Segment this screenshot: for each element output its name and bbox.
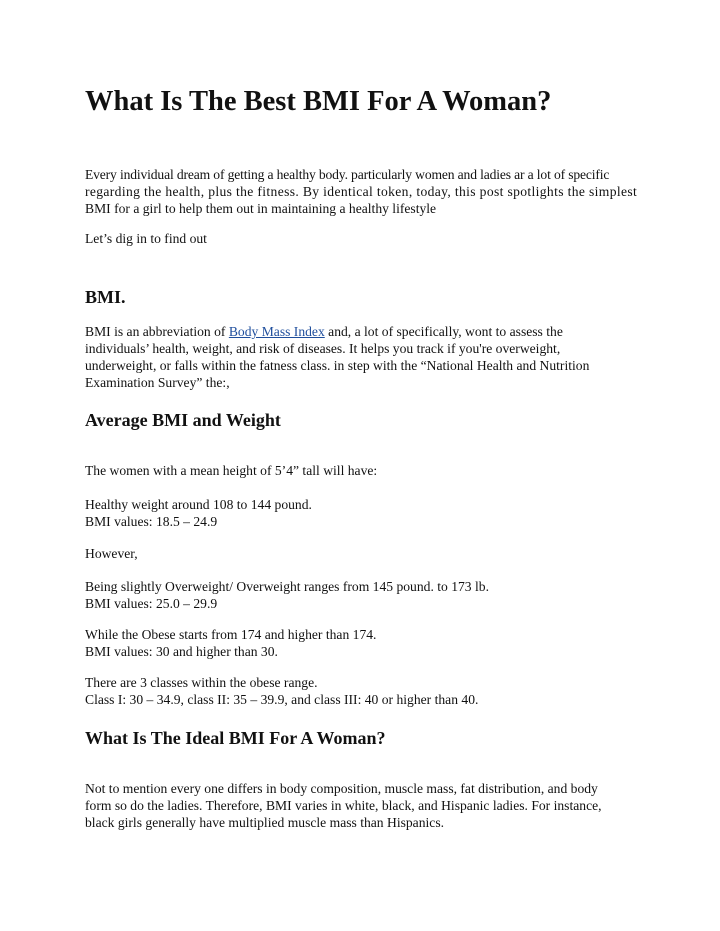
page-title: What Is The Best BMI For A Woman?: [85, 86, 552, 117]
average-bmi-heading: Average BMI and Weight: [85, 410, 281, 430]
healthy-bmi: BMI values: 18.5 – 24.9: [85, 514, 218, 529]
bmi-paragraph: [85, 323, 645, 391]
intro-line-3: BMI for a girl to help them out in maintaining a healthy lifestyle: [85, 201, 437, 216]
ideal-line-3: black girls generally have multiplied muscle mass than Hispanics.: [85, 815, 445, 830]
ideal-bmi-heading: What Is The Ideal BMI For A Woman?: [85, 728, 386, 748]
intro-line-2: regarding the health, plus the fitness. By identical token, today, this post spotlights the simplest: [85, 184, 638, 199]
obese-classes-group: [85, 674, 645, 708]
ideal-line-1: Not to mention every one differs in body composition, muscle mass, fat distribution, and body: [85, 781, 598, 796]
bmi-line-2: individuals’ health, weight, and risk of diseases. It helps you track if you're overweight,: [85, 341, 561, 356]
ideal-line-2: form so do the ladies. Therefore, BMI varies in white, black, and Hispanic ladies. For instance,: [85, 798, 602, 813]
intro-paragraph: [85, 166, 645, 217]
healthy-weight: Healthy weight around 108 to 144 pound.: [85, 497, 312, 512]
bmi-line-1: [85, 323, 645, 340]
obese-classes-intro: There are 3 classes within the obese range.: [85, 675, 318, 690]
healthy-group: [85, 496, 645, 530]
obese-range: While the Obese starts from 174 and higher than 174.: [85, 627, 377, 642]
bmi-line-3: underweight, or falls within the fatness class. in step with the “National Health and Nutrition: [85, 358, 590, 373]
body-mass-index-link[interactable]: Body Mass Index: [228, 324, 325, 339]
bmi-line-1-end: and, a lot of specifically, wont to assess the: [324, 324, 563, 339]
obese-bmi: BMI values: 30 and higher than 30.: [85, 644, 278, 659]
overweight-group: [85, 578, 645, 612]
bmi-line-1-start: BMI is an abbreviation of: [85, 324, 229, 339]
obese-group: [85, 626, 645, 660]
bmi-heading: BMI.: [85, 287, 126, 307]
intro-line-1: Every individual dream of getting a healthy body. particularly women and ladies ar a lot of specific: [85, 167, 610, 182]
bmi-line-4: Examination Survey” the:,: [85, 375, 230, 390]
ideal-paragraph: [85, 780, 645, 831]
overweight-bmi: BMI values: 25.0 – 29.9: [85, 596, 218, 611]
dig-in-text: Let’s dig in to find out: [85, 231, 207, 246]
however-text: However,: [85, 546, 138, 561]
average-intro: The women with a mean height of 5’4” tall will have:: [85, 463, 378, 478]
obese-classes: Class I: 30 – 34.9, class II: 35 – 39.9, and class III: 40 or higher than 40.: [85, 692, 479, 707]
overweight-range: Being slightly Overweight/ Overweight ranges from 145 pound. to 173 lb.: [85, 579, 489, 594]
